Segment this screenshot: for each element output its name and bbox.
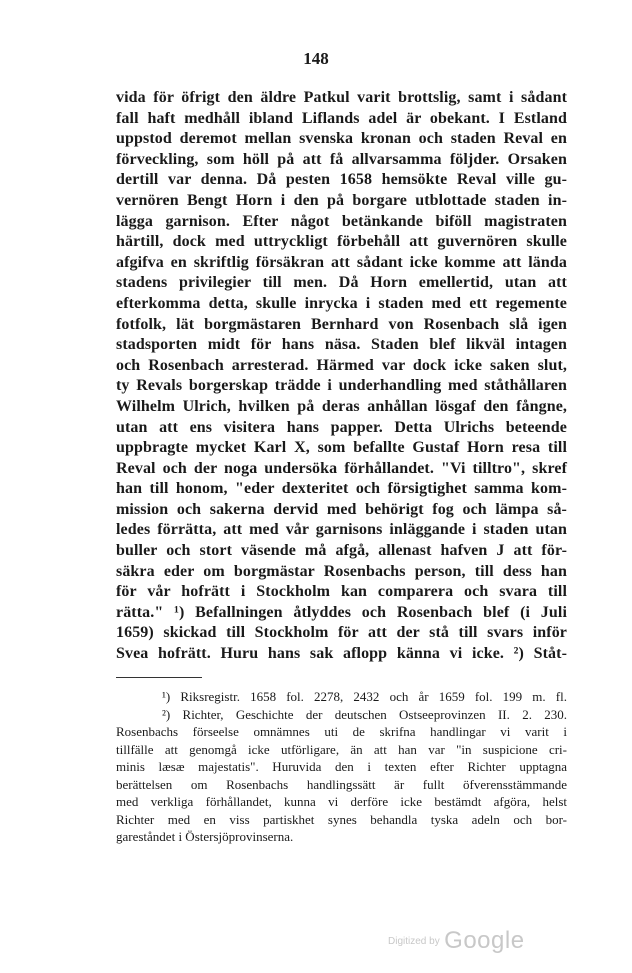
footnote-line: tillfälle att genomgå icke utförligare, än att han var "in suspicione cri- (116, 741, 567, 757)
text-line: lägga garnison. Efter något betänkande biföll magistraten (116, 212, 567, 230)
text-line: uppstod deremot mellan svenska kronan och staden Reval en (116, 130, 567, 148)
text-line: afgifva en skriftlig försäkran att sådant icke komme att lända (116, 253, 567, 271)
text-line: för vår hofrätt i Stockholm kan comparera och svara till (116, 583, 567, 601)
text-line: vida för öfrigt den äldre Patkul varit brottslig, samt i sådant (116, 89, 567, 106)
text-line: utan att ens visitera hans papper. Detta Ulrichs beteende (116, 418, 567, 436)
text-line: mission och sakerna dervid med behörigt fog och lämpa så- (116, 500, 567, 518)
text-line: dertill var denna. Då pesten 1658 hemsökte Reval ville gu- (116, 171, 567, 189)
text-line: ty Revals borgerskap trädde i underhandling med ståthållaren (116, 377, 567, 395)
footnote-line: gareståndet i Östersjöprovinserna. (116, 829, 294, 844)
text-line: förveckling, som höll på att få allvarsamma följder. Orsaken (116, 150, 567, 168)
text-line: efterkomma detta, skulle inrycka i staden med ett regemente (116, 294, 567, 312)
text-line: Svea hofrätt. Huru hans sak aflopp känna vi icke. ²) Ståt- (116, 645, 567, 663)
main-text (116, 88, 567, 665)
text-line: fall haft medhåll ibland Liflands adel är obekant. I Estland (116, 109, 567, 127)
google-logo: Google (444, 927, 525, 954)
text-line: och Rosenbach arresterad. Härmed var dock icke saken slut, (116, 356, 567, 374)
text-line: vernören Bengt Horn i den på borgare utblottade staden in- (116, 191, 567, 209)
watermark-prefix: Digitized by (388, 936, 440, 947)
footnote-line: med verkliga förhållandet, kunna vi derföre icke bestämdt afgöra, helst (116, 794, 567, 809)
text-line: stadens privilegier till men. Då Horn emellertid, utan att (116, 274, 567, 292)
footnote-line: berättelsen om Rosenbachs handlingssätt är fullt öfverensstämmande (116, 776, 567, 792)
text-line: han till honom, "eder dexteritet och försigtighet samma kom- (116, 480, 567, 498)
text-line: uppbragte mycket Karl X, som befallte Gustaf Horn resa till (116, 439, 567, 457)
footnote-line: ²) Richter, Geschichte der deutschen Ostseeprovinzen II. 2. 230. (162, 706, 567, 722)
footnote-separator (116, 677, 202, 678)
footnote-line: Rosenbachs förseelse omnämnes uti de skrifna handlingar vi varit i (116, 724, 567, 739)
text-line: säkra eder om borgmästar Rosenbachs person, till dess han (116, 562, 567, 580)
text-line: Reval och der noga undersöka förhållandet. "Vi tilltro", skref (116, 459, 567, 477)
text-line: fotfolk, lät borgmästaren Bernhard von Rosenbach slå igen (116, 315, 567, 333)
text-line: härtill, dock med uttryckligt förbehåll att guvernören skulle (116, 233, 567, 251)
footnote-line: minis læsæ majestatis". Huruvida den i texten efter Richter upptagna (116, 759, 567, 774)
footnote-line: ¹) Riksregistr. 1658 fol. 2278, 2432 och år 1659 fol. 199 m. fl. (162, 689, 567, 704)
footnote-line: Richter med en viss partiskhet synes behandla tyska adeln och bor- (116, 811, 567, 827)
text-line: 1659) skickad till Stockholm för att der stå till svars inför (116, 624, 567, 642)
text-line: rätta." ¹) Befallningen åtlyddes och Rosenbach blef (i Juli (116, 603, 567, 621)
text-line: stadsporten midt för hans näsa. Staden blef likväl intagen (116, 336, 567, 354)
footnotes (116, 688, 567, 846)
text-line: buller och stort väsende må afgå, allenast hafven J att för- (116, 542, 567, 560)
text-line: Wilhelm Ulrich, hvilken på deras anhållan lösgaf den fångne, (116, 397, 567, 415)
digitized-by-google-watermark (388, 927, 525, 955)
text-line: ledes förrätta, att med vår garnisons inläggande i staden utan (116, 521, 567, 539)
page-number: 148 (303, 49, 329, 68)
